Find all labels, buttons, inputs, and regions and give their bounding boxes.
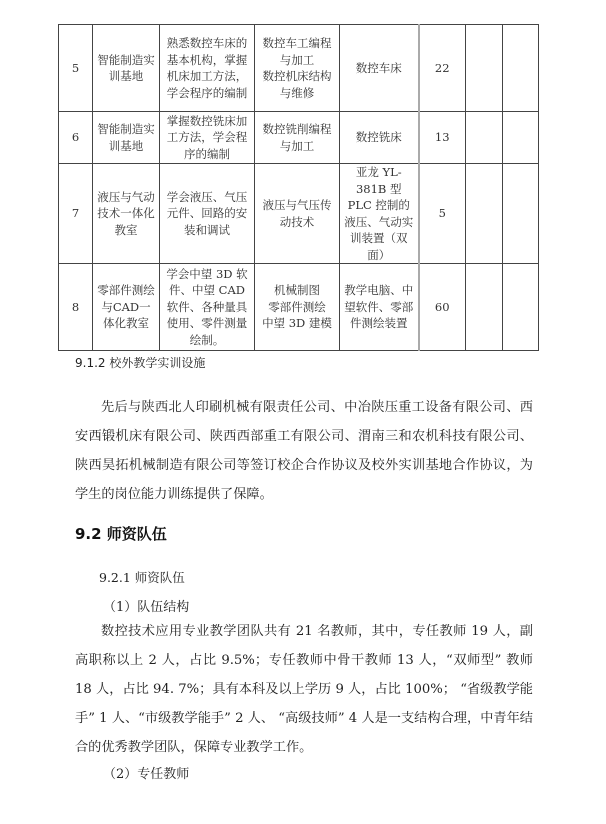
- cell-quantity: 60: [419, 264, 466, 351]
- paragraph-offsite-training: 先后与陕西北人印刷机械有限责任公司、中冶陕压重工设备有限公司、西安西锻机床有限公司、陕西西部重工有限公司、渭南三和农机科技有限公司、陕西昊拓机械制造有限公司等签订校企合作协议及校外实训基地合作协议，为学生的岗位能力训练提供了保障。: [75, 400, 533, 502]
- cell-courses: [255, 164, 340, 264]
- item-heading-team-structure: （1）队伍结构: [103, 600, 190, 615]
- cell-equipment: 教学电脑、中望软件、零部件测绘装置: [340, 264, 419, 351]
- item-heading-full-time-teachers: （2）专任教师: [103, 767, 190, 782]
- cell-empty: [503, 164, 539, 264]
- cell-name: 零部件测绘与CAD一体化教室: [93, 264, 160, 351]
- cell-empty: [503, 112, 539, 164]
- cell-function: 学会液压、气压元件、回路的安装和调试: [160, 164, 255, 264]
- table-row: [59, 164, 539, 264]
- section-heading-9-2: 9.2 师资队伍: [75, 525, 167, 543]
- course: 零部件测绘: [268, 299, 326, 314]
- cell-empty: [503, 264, 539, 351]
- cell-courses: [255, 264, 340, 351]
- cell-empty: [466, 164, 503, 264]
- cell-equipment: 亚龙 YL-381B 型 PLC 控制的液压、气动实训装置（双面）: [340, 164, 419, 264]
- cell-courses: [255, 25, 340, 112]
- cell-no: 8: [59, 264, 93, 351]
- cell-name: 液压与气动技术一体化教室: [93, 164, 160, 264]
- cell-empty: [466, 264, 503, 351]
- course: 机械制图: [274, 283, 320, 298]
- table-row: [59, 112, 539, 164]
- cell-equipment: 数控车床: [340, 25, 419, 112]
- course: 液压与气压传动技术: [262, 198, 332, 229]
- course: 数控机床结构与维修: [262, 69, 332, 100]
- cell-name: 智能制造实训基地: [93, 112, 160, 164]
- cell-function: 熟悉数控车床的基本机构，掌握机床加工方法，学会程序的编制: [160, 25, 255, 112]
- cell-name: 智能制造实训基地: [93, 25, 160, 112]
- cell-function: 学会中望 3D 软件、中望 CAD 软件、各种量具使用、零件测量绘制。: [160, 264, 255, 351]
- cell-no: 5: [59, 25, 93, 112]
- course: 中望 3D 建模: [262, 316, 332, 331]
- cell-quantity: 13: [419, 112, 466, 164]
- cell-quantity: 22: [419, 25, 466, 112]
- cell-courses: [255, 112, 340, 164]
- table-row: [59, 25, 539, 112]
- cell-equipment: 数控铣床: [340, 112, 419, 164]
- course: 数控铣削编程与加工: [262, 122, 332, 153]
- cell-no: 7: [59, 164, 93, 264]
- cell-no: 6: [59, 112, 93, 164]
- course: 数控车工编程与加工: [262, 36, 332, 67]
- cell-quantity: 5: [419, 164, 466, 264]
- cell-empty: [466, 25, 503, 112]
- training-facilities-table: [58, 24, 539, 351]
- cell-function: 掌握数控铣床加工方法，学会程序的编制: [160, 112, 255, 164]
- paragraph-team-structure: 数控技术应用专业教学团队共有 21 名教师，其中，专任教师 19 人，副高职称以上 2 人，占比 9.5%；专任教师中骨干教师 13 人，“双师型” 教师 18 人，占比 94. 7%；具有本科及以上学历 9 人，占比 100%； “省级教学能手” 1 人、“市级教学能手” 2 人、 “高级技师” 4 人是一支结构合理，中青年结合的优秀教学团队，保障专业教学工作。: [75, 624, 533, 755]
- section-heading-9-1-2: 9.1.2 校外教学实训设施: [75, 356, 206, 370]
- cell-empty: [503, 25, 539, 112]
- cell-empty: [466, 112, 503, 164]
- table-row: [59, 264, 539, 351]
- subsection-heading-9-2-1: 9.2.1 师资队伍: [99, 570, 185, 585]
